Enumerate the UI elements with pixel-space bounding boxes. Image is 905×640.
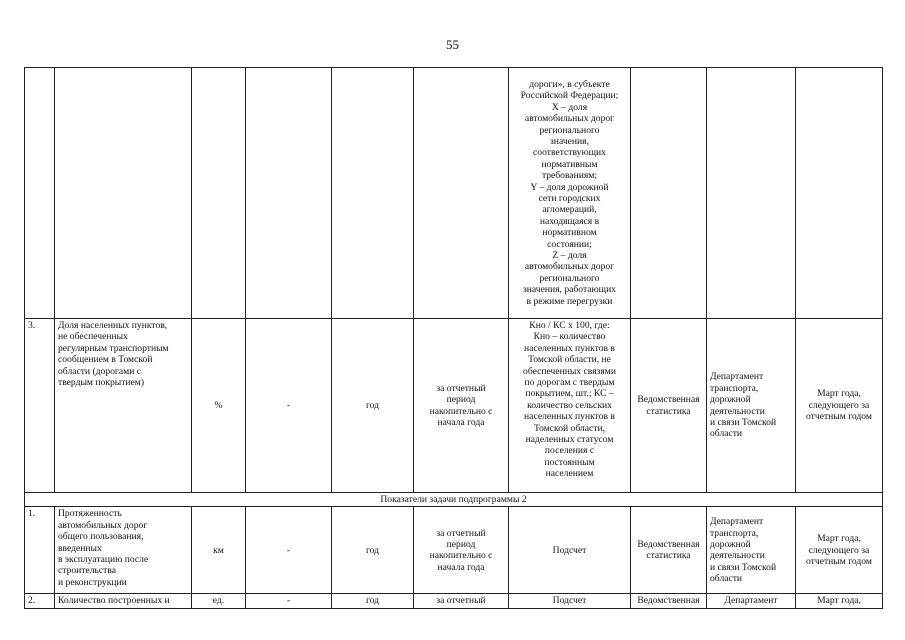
unit-cell: %: [192, 319, 246, 493]
table-row: [25, 594, 883, 608]
periodicity-cell: год: [332, 319, 414, 493]
indicator-name: Протяженность автомобильных дорог общего пользования, введенных в эксплуатацию после строительства и реконструкции: [55, 507, 192, 594]
indicator-name: Количество построенных и: [55, 594, 192, 608]
row-number: 1.: [25, 507, 55, 594]
method-cell: Подсчет: [509, 507, 631, 594]
method-cell: Подсчет: [509, 594, 631, 608]
table-row: [25, 507, 883, 594]
indicator-name: Доля населенных пунктов, не обеспеченных регулярным транспортным сообщением в Томской области (дорогами с твердым покрытием): [55, 319, 192, 493]
page-number: 55: [446, 37, 459, 52]
table-row: [25, 68, 883, 319]
responsible-cell: Департамент: [707, 594, 796, 608]
basis-cell: за отчетный период накопительно с начала года: [414, 507, 509, 594]
deadline-cell: Март года, следующего за отчетным годом: [796, 507, 883, 594]
source-cell: Ведомственная статистика: [631, 507, 707, 594]
unit-cell: ед.: [192, 594, 246, 608]
row-number: 3.: [25, 319, 55, 493]
dash-cell: -: [246, 594, 332, 608]
indicators-table: [24, 67, 883, 609]
responsible-cell: Департамент транспорта, дорожной деятельности и связи Томской области: [707, 507, 796, 594]
deadline-cell: Март года,: [796, 594, 883, 608]
dash-cell: -: [246, 319, 332, 493]
periodicity-cell: год: [332, 594, 414, 608]
section-header: Показатели задачи подпрограммы 2: [25, 493, 883, 507]
source-cell: Ведомственная: [631, 594, 707, 608]
method-cell: дороги», в субъекте Российской Федерации; X – доля автомобильных дорог регионального значения, соответствующих нормативным требованиям; Y – доля дорожной сети городских агломераций, находящаяся в нормативном состоянии; Z – доля автомобильных дорог регионального значения, работающих в режиме перегрузки: [509, 68, 631, 319]
method-cell: Кно / КС х 100, где: Кно – количество населенных пунктов в Томской области, не обеспеченных связями по дорогам с твердым покрытием, шт.; КС – количество сельских населенных пунктов в Томской области, наделенных статусом поселения с постоянным населением: [509, 319, 631, 493]
responsible-cell: Департамент транспорта, дорожной деятельности и связи Томской области: [707, 319, 796, 493]
source-cell: Ведомственная статистика: [631, 319, 707, 493]
section-header-row: [25, 493, 883, 507]
basis-cell: за отчетный: [414, 594, 509, 608]
row-number: 2.: [25, 594, 55, 608]
dash-cell: -: [246, 507, 332, 594]
unit-cell: км: [192, 507, 246, 594]
table-row: [25, 319, 883, 493]
deadline-cell: Март года, следующего за отчетным годом: [796, 319, 883, 493]
basis-cell: за отчетный период накопительно с начала года: [414, 319, 509, 493]
periodicity-cell: год: [332, 507, 414, 594]
